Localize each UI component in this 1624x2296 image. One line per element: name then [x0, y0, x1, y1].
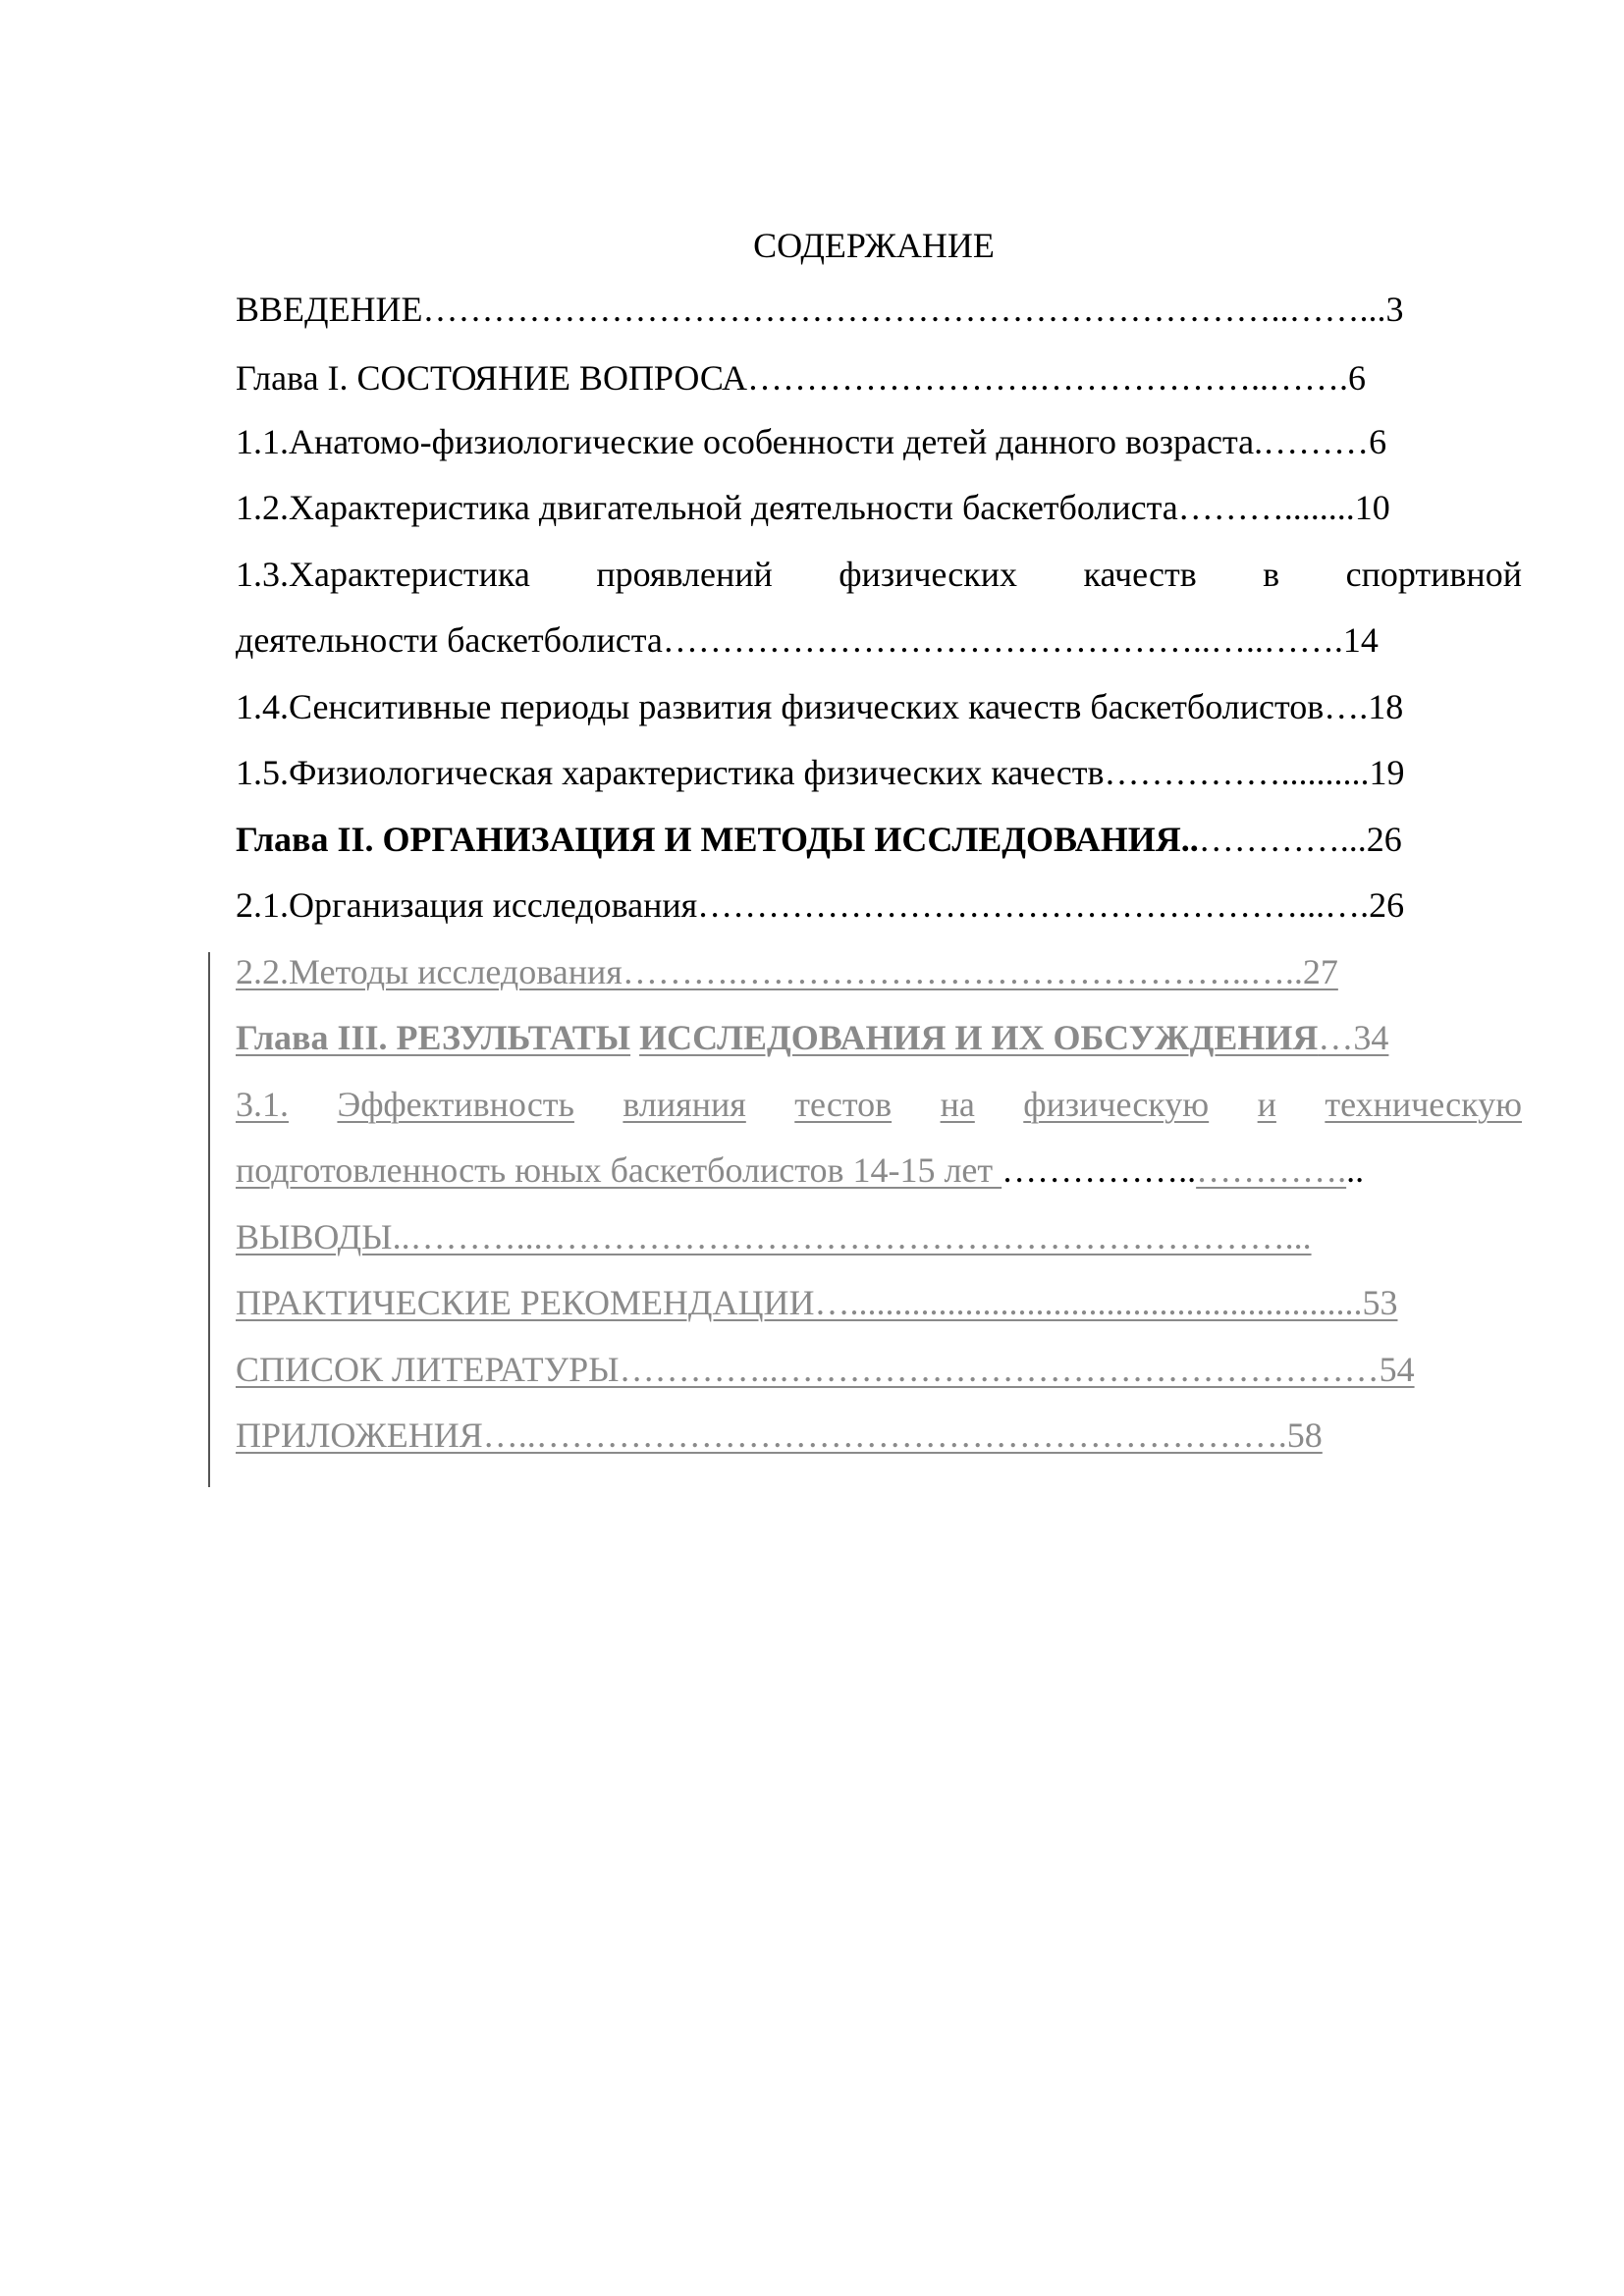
- toc-word: в: [1263, 555, 1280, 594]
- toc-entry-chapter-2-label: Глава II. ОРГАНИЗАЦИЯ И МЕТОДЫ ИССЛЕДОВАНИЯ..: [236, 820, 1199, 859]
- toc-entry-chapter-1: Глава I. СОСТОЯНИЕ ВОПРОСА…………………….………………..…….6: [236, 358, 1367, 398]
- toc-entry-chapter-3: [236, 1008, 1388, 1067]
- toc-entry-recommendations: ПРАКТИЧЕСКИЕ РЕКОМЕНДАЦИИ…..........................................................53: [236, 1283, 1398, 1322]
- toc-word: качеств: [1083, 555, 1197, 594]
- toc-word: Эффективность: [337, 1085, 574, 1124]
- toc-entry-1-3-line-1: [236, 545, 1522, 604]
- toc-word: физических: [839, 555, 1018, 594]
- toc-entry-chapter-3-dots: …34: [1318, 1018, 1389, 1057]
- toc-entry-3-1-label: подготовленность юных баскетболистов 14-15 лет: [236, 1150, 1002, 1190]
- toc-entry-1-5: 1.5.Физиологическая характеристика физических качеств……………..........19: [236, 753, 1405, 792]
- revision-change-bar: [208, 952, 210, 1487]
- toc-word: проявлений: [596, 555, 773, 594]
- toc-word: 1.3.Характеристика: [236, 555, 530, 594]
- toc-word: тестов: [794, 1085, 893, 1124]
- toc-entry-chapter-2-dots: …………...26: [1198, 820, 1402, 859]
- toc-entry-introduction: ВВЕДЕНИЕ………………………………………………………………..……...3: [236, 290, 1404, 329]
- toc-word: и: [1257, 1085, 1276, 1124]
- toc-entry-1-3-line-2: деятельности баскетболиста………………………………………..…..…….14: [236, 620, 1379, 660]
- toc-entry-3-1-line-2: [236, 1141, 1364, 1200]
- toc-entry-chapter-3-label-a: Глава III. РЕЗУЛЬТАТЫ: [236, 1018, 631, 1057]
- toc-entry-chapter-2: [236, 810, 1402, 869]
- toc-word: техническую: [1325, 1085, 1522, 1124]
- toc-entry-3-1-dots-c: ..: [1346, 1150, 1365, 1190]
- toc-word: физическую: [1023, 1085, 1210, 1124]
- toc-word: влияния: [623, 1085, 746, 1124]
- toc-entry-3-1-dots-a: ……………..: [1001, 1150, 1197, 1190]
- toc-word: 3.1.: [236, 1085, 289, 1124]
- toc-word: на: [940, 1085, 975, 1124]
- toc-entry-2-1: 2.1.Организация исследования……………………………………………...….26: [236, 885, 1405, 925]
- toc-entry-conclusions: ВЫВОДЫ..………...………………………………………………………...: [236, 1217, 1312, 1256]
- toc-entry-bibliography: СПИСОК ЛИТЕРАТУРЫ…………..……………………………………………54: [236, 1350, 1415, 1389]
- toc-entry-chapter-3-label-b: ИССЛЕДОВАНИЯ И ИХ ОБСУЖДЕНИЯ: [639, 1018, 1319, 1057]
- toc-entry-appendices: ПРИЛОЖЕНИЯ…..……………………………………………………….58: [236, 1415, 1323, 1455]
- toc-entry-1-4: 1.4.Сенситивные периоды развития физических качеств баскетболистов….18: [236, 687, 1404, 726]
- toc-entry-1-2: 1.2.Характеристика двигательной деятельности баскетболиста………........10: [236, 488, 1390, 527]
- toc-title: СОДЕРЖАНИЕ: [753, 226, 995, 265]
- toc-word: спортивной: [1345, 555, 1522, 594]
- toc-entry-1-1: 1.1.Анатомо-физиологические особенности детей данного возраста.………6: [236, 422, 1387, 461]
- toc-entry-3-1-line-1: [236, 1075, 1522, 1134]
- toc-entry-3-1-dots-b: ………….: [1196, 1150, 1347, 1190]
- toc-entry-2-2: 2.2.Методы исследования……….……………………………………..…..27: [236, 952, 1338, 991]
